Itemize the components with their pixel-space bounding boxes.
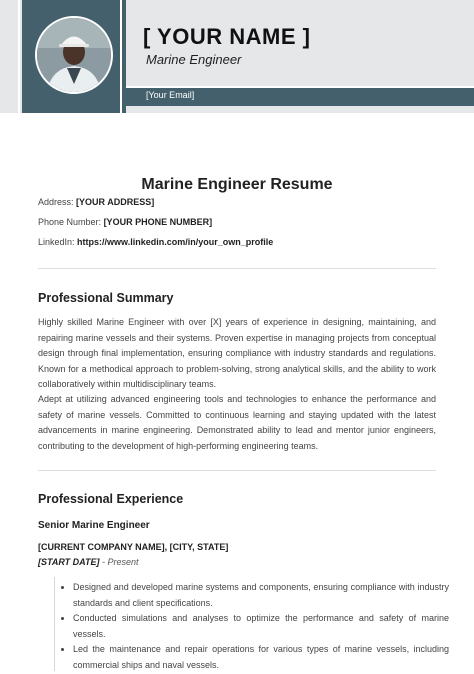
summary-paragraph-1: Highly skilled Marine Engineer with over [X] years of experience in designing, maintaining, and repairing marine vessels and their systems. Proven expertise in managing projects from conceptual design through final implementation, ensuring compliance with industry standards and regulations. Known for a methodical approach to problem-solving, strong analytical skills, and the ability to work collaboratively within multidisciplinary teams. xyxy=(38,317,436,390)
experience-bullets xyxy=(60,580,449,674)
contact-phone-label: Phone Number: xyxy=(38,217,102,227)
email-text[interactable]: [Your Email] xyxy=(146,90,195,100)
job-title: Senior Marine Engineer xyxy=(38,520,150,531)
section-divider xyxy=(38,470,436,471)
timeline-line xyxy=(54,577,55,671)
section-divider xyxy=(38,268,436,269)
email-bar xyxy=(126,86,474,106)
resume-title: Marine Engineer Resume xyxy=(141,176,333,193)
contact-linkedin-value[interactable]: https://www.linkedin.com/in/your_own_profile xyxy=(77,237,274,247)
experience-heading: Professional Experience xyxy=(38,492,184,506)
list-item: • Designed and developed marine systems and components, ensuring compliance with industry standards and client specifications. xyxy=(73,580,449,611)
contact-phone-value: [YOUR PHONE NUMBER] xyxy=(103,217,213,227)
list-item: • Led the maintenance and repair operations for various types of marine vessels, including commercial ships and naval vessels. xyxy=(73,642,449,673)
contact-address-value: [YOUR ADDRESS] xyxy=(76,197,155,207)
contact-address xyxy=(38,197,154,207)
contact-phone xyxy=(38,217,212,227)
candidate-role: Marine Engineer xyxy=(146,52,242,67)
stripe-line-right xyxy=(120,0,122,113)
job-end-date: - Present xyxy=(99,557,139,567)
job-start-date: [START DATE] xyxy=(38,557,100,567)
summary-heading: Professional Summary xyxy=(38,291,174,305)
summary-paragraph-2: Adept at utilizing advanced engineering tools and technologies to enhance the performance and safety of marine vessels. Committed to continuous learning and staying updated with the latest advancements in marine engineering. Demonstrated ability to lead and mentor junior engineers, contributing to the development of high-performing engineering teams. xyxy=(38,394,436,451)
contact-address-label: Address: xyxy=(38,197,74,207)
contact-linkedin xyxy=(38,237,273,247)
stripe-line-left xyxy=(18,0,20,113)
list-item: • Conducted simulations and analyses to optimize the performance and safety of marine vessels. xyxy=(73,611,449,642)
worker-portrait-icon xyxy=(37,18,111,92)
profile-photo xyxy=(35,16,113,94)
company-line: [CURRENT COMPANY NAME], [CITY, STATE] xyxy=(38,542,229,552)
contact-linkedin-label: LinkedIn: xyxy=(38,237,75,247)
job-dates xyxy=(38,557,139,567)
candidate-name: [ YOUR NAME ] xyxy=(143,24,311,49)
